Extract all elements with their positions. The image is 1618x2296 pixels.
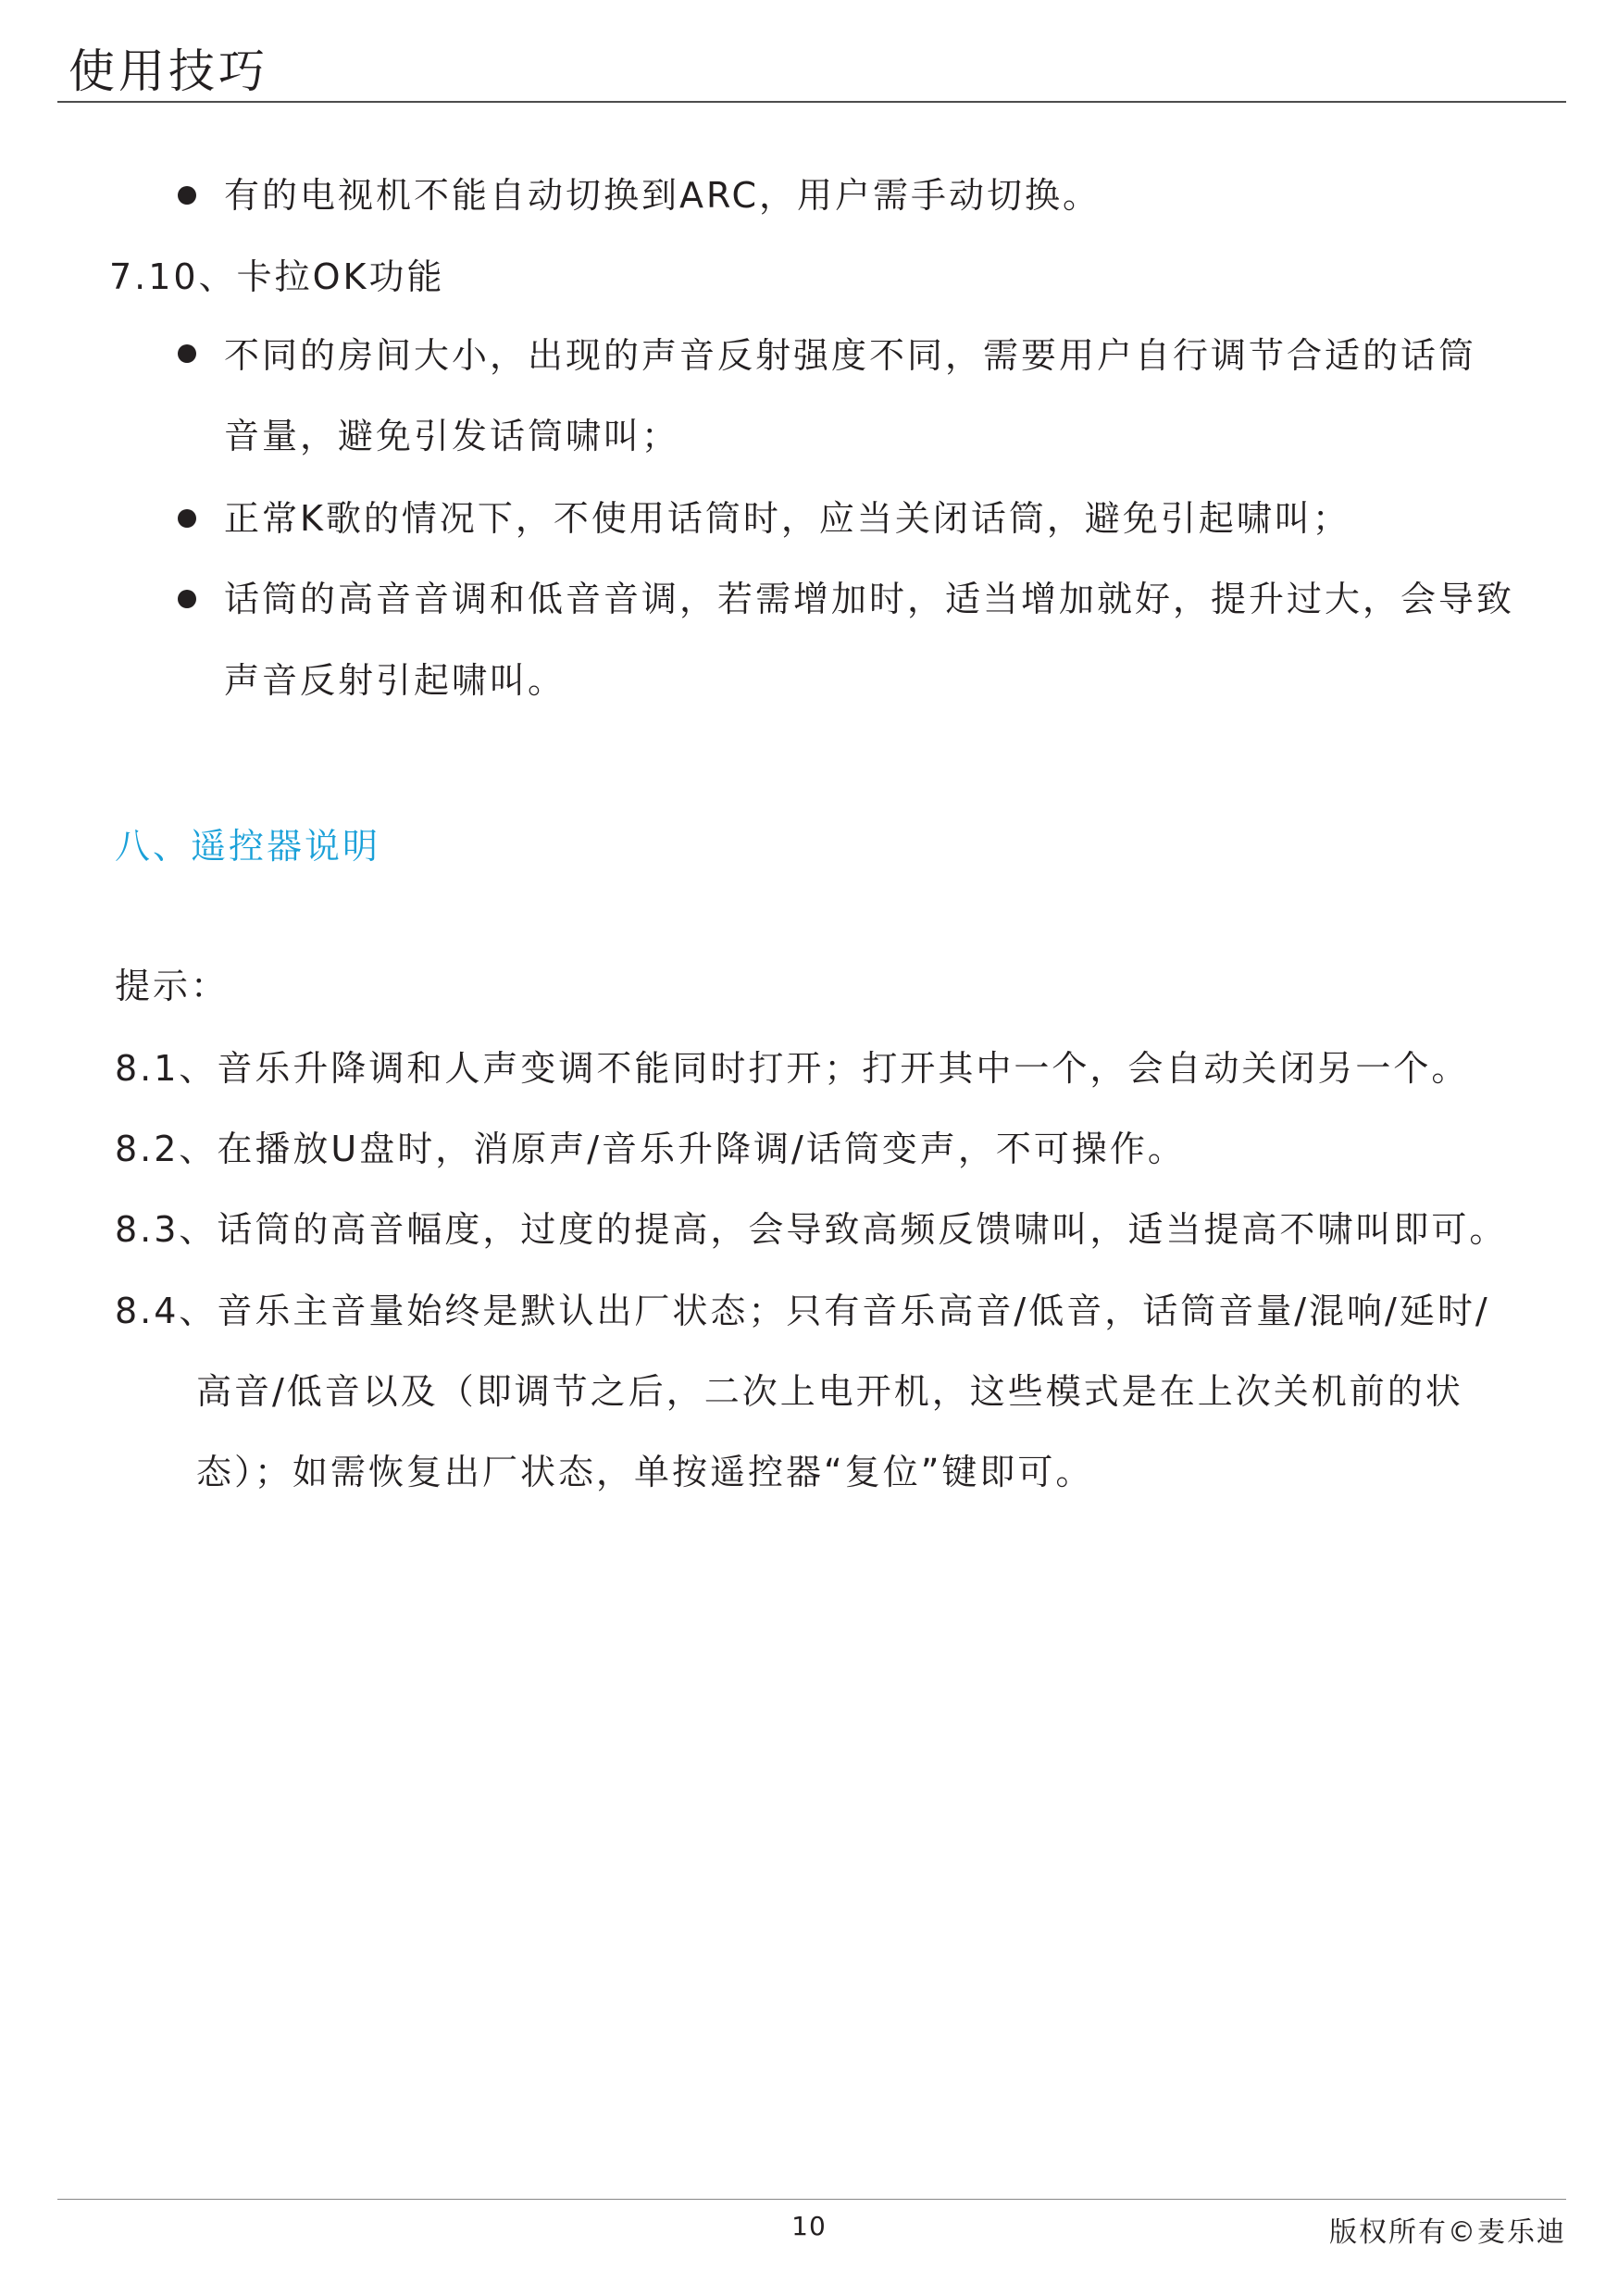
bullet-icon (178, 186, 196, 205)
tip-item: 8.1、音乐升降调和人声变调不能同时打开；打开其中一个，会自动关闭另一个。 (115, 1048, 1470, 1089)
page-header-title: 使用技巧 (68, 44, 268, 98)
tip-item: 8.4、音乐主音量始终是默认出厂状态；只有音乐高音/低音，话筒音量/混响/延时/ (115, 1291, 1490, 1331)
bullet-icon (178, 509, 196, 528)
tip-item-continuation: 态）；如需恢复出厂状态，单按遥控器“复位”键即可。 (196, 1452, 1094, 1492)
tip-item: 8.2、在播放U盘时，消原声/音乐升降调/话筒变声，不可操作。 (115, 1129, 1186, 1169)
bullet-text: 话筒的高音音调和低音音调，若需增加时，适当增加就好，提升过大，会导致 (224, 579, 1515, 619)
tip-label: 提示： (115, 966, 230, 1006)
section-7-10-heading: 7.10、卡拉OK功能 (109, 256, 445, 297)
page-number: 10 (791, 2211, 827, 2241)
bullet-icon (178, 344, 196, 363)
bullet-text: 不同的房间大小，出现的声音反射强度不同，需要用户自行调节合适的话筒 (224, 335, 1477, 376)
bullet-text-continuation: 音量，避免引发话筒啸叫； (224, 416, 680, 456)
tip-item: 8.3、话筒的高音幅度，过度的提高，会导致高频反馈啸叫，适当提高不啸叫即可。 (115, 1209, 1508, 1250)
bullet-icon (178, 590, 196, 608)
footer-rule (57, 2199, 1566, 2200)
bullet-text: 有的电视机不能自动切换到ARC，用户需手动切换。 (224, 175, 1101, 216)
header-rule (57, 101, 1566, 103)
copyright-notice: 版权所有©麦乐迪 (1329, 2216, 1566, 2249)
bullet-text-continuation: 声音反射引起啸叫。 (224, 660, 566, 701)
tip-item-continuation: 高音/低音以及（即调节之后，二次上电开机，这些模式是在上次关机前的状 (196, 1371, 1463, 1412)
section-8-heading: 八、遥控器说明 (115, 826, 381, 867)
bullet-text: 正常K歌的情况下，不使用话筒时，应当关闭话筒，避免引起啸叫； (224, 498, 1350, 539)
